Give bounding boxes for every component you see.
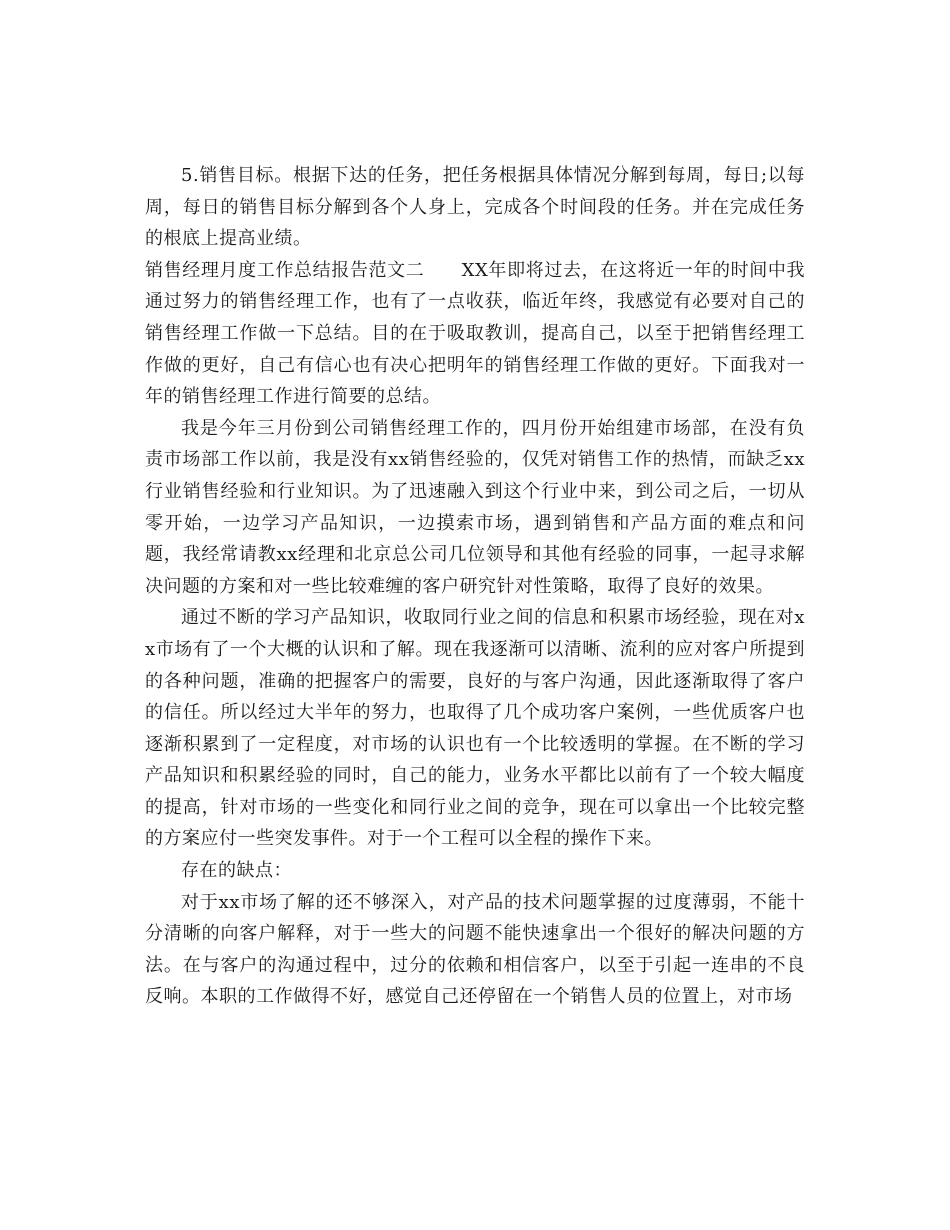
paragraph-sales-target: 5.销售目标。根据下达的任务，把任务根据具体情况分解到每周，每日;以每周，每日的销售目标分解到各个人身上，完成各个时间段的任务。并在完成任务的根底上提高业绩。 (145, 165, 805, 250)
paragraph-shortcomings: 对于xx市场了解的还不够深入，对产品的技术问题掌握的过度薄弱，不能十分清晰的向客户解释，对于一些大的问题不能快速拿出一个很好的解决问题的方法。在与客户的沟通过程中，过分的依赖和相信客户，以至于引起一连串的不良反响。本职的工作做得不好，感觉自己还停留在一个销售人员的位置上，对市场 (145, 891, 805, 1008)
paragraph-report-intro: 销售经理月度工作总结报告范文二 XX年即将过去，在这将近一年的时间中我通过努力的销售经理工作，也有了一点收获，临近年终，我感觉有必要对自己的销售经理工作做一下总结。目的在于吸取教训，提高自己，以至于把销售经理工作做的更好，自己有信心也有决心把明年的销售经理工作做的更好。下面我对一年的销售经理工作进行简要的总结。 (145, 259, 805, 408)
paragraph-progress: 通过不断的学习产品知识，收取同行业之间的信息和积累市场经验，现在对xx市场有了一个大概的认识和了解。现在我逐渐可以清晰、流利的应对客户所提到的各种问题，准确的把握客户的需要，良好的与客户沟通，因此逐渐取得了客户的信任。所以经过大半年的努力，也取得了几个成功客户案例，一些优质客户也逐渐积累到了一定程度，对市场的认识也有一个比较透明的掌握。在不断的学习产品知识和积累经验的同时，自己的能力，业务水平都比以前有了一个较大幅度的提高，针对市场的一些变化和同行业之间的竞争，现在可以拿出一个比较完整的方案应付一些突发事件。对于一个工程可以全程的操作下来。 (145, 607, 805, 850)
paragraph-shortcomings-heading: 存在的缺点： (181, 860, 292, 882)
document-body (145, 160, 805, 1013)
paragraph-work-history: 我是今年三月份到公司销售经理工作的，四月份开始组建市场部，在没有负责市场部工作以前，我是没有xx销售经验的，仅凭对销售工作的热情，而缺乏xx行业销售经验和行业知识。为了迅速融入到这个行业中来，到公司之后，一切从零开始，一边学习产品知识，一边摸索市场，遇到销售和产品方面的难点和问题，我经常请教xx经理和北京总公司几位领导和其他有经验的同事，一起寻求解决问题的方案和对一些比较难缠的客户研究针对性策略，取得了良好的效果。 (145, 417, 805, 597)
